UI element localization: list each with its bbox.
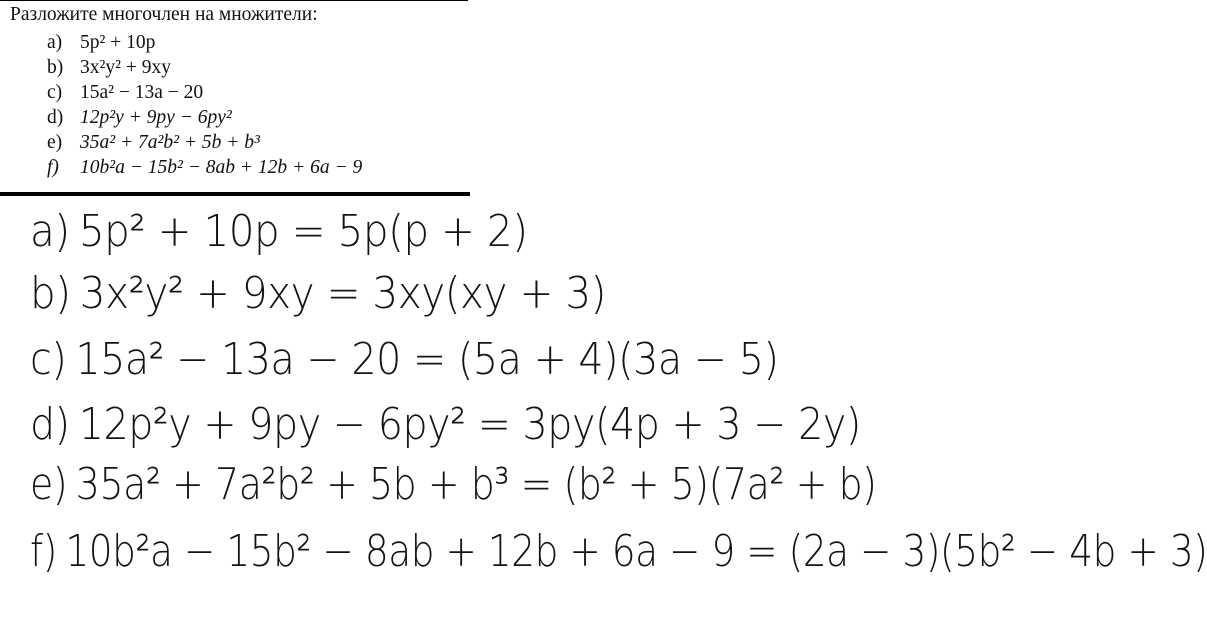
task-item xyxy=(47,157,362,182)
solution-line xyxy=(30,334,778,385)
solution-text: 35a² + 7a²b² + 5b + b³ = (b² + 5)(7a² + b) xyxy=(75,459,877,510)
task-instruction: Разложите многочлен на множители: xyxy=(10,4,318,25)
solution-line xyxy=(30,459,876,510)
task-item-expression: 3x²y² + 9xy xyxy=(80,57,171,78)
task-item-expression: 12p²y + 9py − 6py² xyxy=(80,107,232,128)
solution-text: 3x²y² + 9xy = 3xy(xy + 3) xyxy=(79,268,606,319)
solution-line xyxy=(30,399,861,450)
task-item-label: e) xyxy=(47,132,63,153)
solution-label: a) xyxy=(30,206,70,257)
solution-text: 12p²y + 9py − 6py² = 3py(4p + 3 − 2y) xyxy=(78,399,861,450)
solution-text: 5p² + 10p = 5p(p + 2) xyxy=(78,206,528,257)
task-item-label: d) xyxy=(47,107,64,128)
solution-label: f) xyxy=(30,526,57,577)
task-item xyxy=(47,32,362,57)
solution-text: 15a² − 13a − 20 = (5a + 4)(3a − 5) xyxy=(75,334,779,385)
solution-line xyxy=(30,526,1207,577)
task-item xyxy=(47,132,362,157)
solution-line xyxy=(30,268,606,319)
task-item xyxy=(47,57,362,82)
task-item-expression: 35a² + 7a²b² + 5b + b³ xyxy=(80,132,260,153)
task-item-label: a) xyxy=(47,32,63,53)
solution-label: c) xyxy=(30,334,67,385)
top-rule xyxy=(0,0,468,1)
task-item-label: f) xyxy=(47,157,59,178)
solution-label: d) xyxy=(30,399,70,450)
task-item xyxy=(47,82,362,107)
task-item-expression: 15a² − 13a − 20 xyxy=(80,82,204,103)
task-box xyxy=(0,0,470,196)
task-item-label: c) xyxy=(47,82,63,103)
task-item-expression: 10b²a − 15b² − 8ab + 12b + 6a − 9 xyxy=(80,157,363,178)
handwritten-solutions xyxy=(0,196,1207,623)
solution-text: 10b²a − 15b² − 8ab + 12b + 6a − 9 = (2a − 3)(5b² − 4b + 3) xyxy=(65,526,1207,577)
solution-line xyxy=(30,206,528,257)
task-list xyxy=(47,32,362,182)
task-item-label: b) xyxy=(47,57,64,78)
solution-label: e) xyxy=(30,459,68,510)
solution-label: b) xyxy=(30,268,71,319)
task-item xyxy=(47,107,362,132)
task-item-expression: 5p² + 10p xyxy=(80,32,156,53)
